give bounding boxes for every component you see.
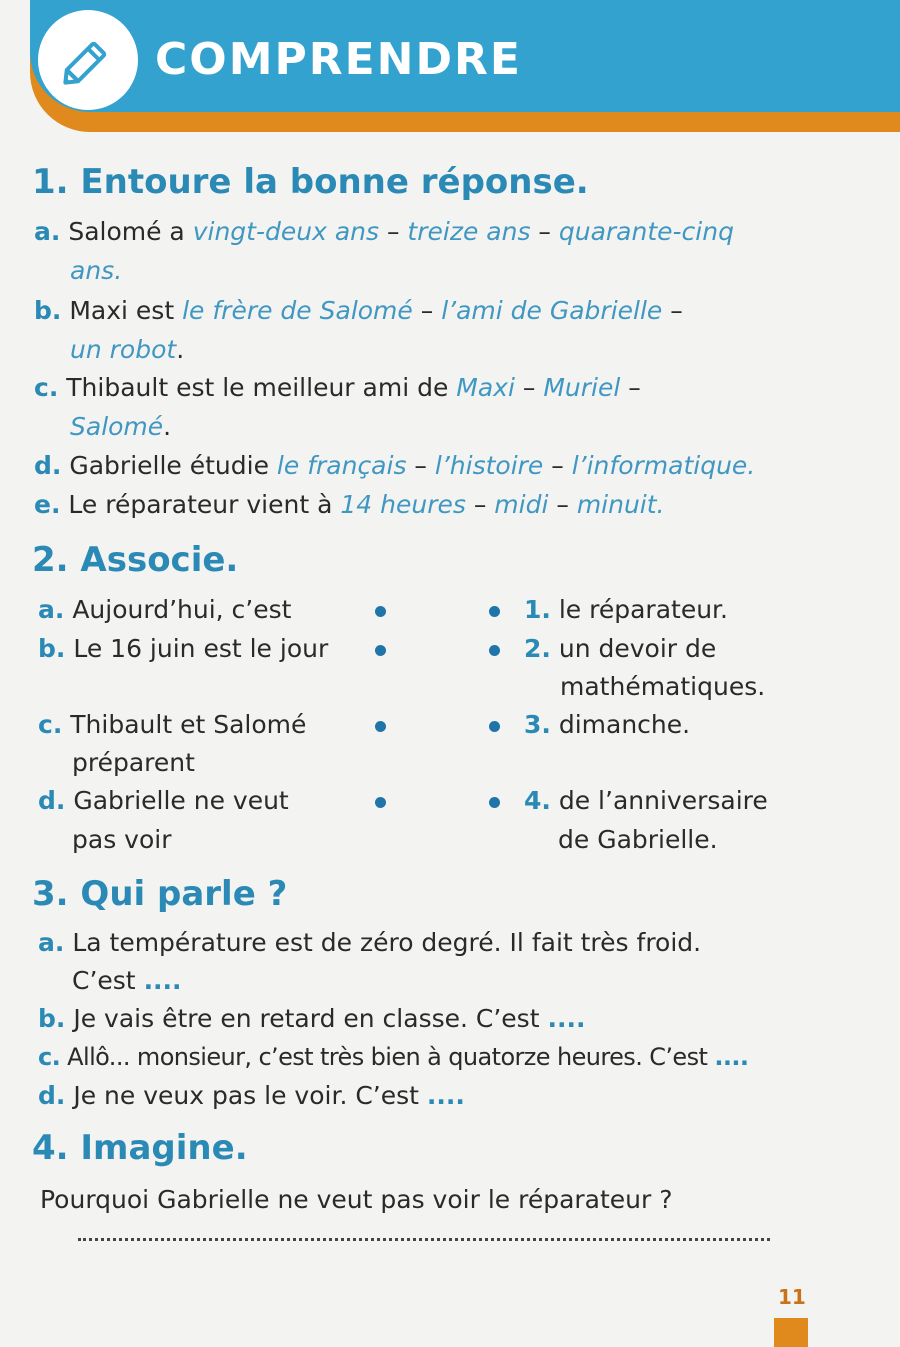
- match-right-4-continued: de Gabrielle.: [558, 825, 718, 854]
- option[interactable]: vingt-deux ans: [192, 217, 380, 246]
- option[interactable]: l’informatique.: [571, 451, 756, 480]
- question-1d: d. Gabrielle étudie le français – l’histoire – l’informatique.: [34, 451, 756, 480]
- option[interactable]: Muriel: [543, 373, 621, 402]
- match-right-2-continued: mathématiques.: [560, 672, 766, 701]
- match-left-c-continued: préparent: [72, 748, 195, 777]
- answer-line[interactable]: [78, 1238, 770, 1241]
- section-4-title: 4. Imagine.: [32, 1128, 248, 1168]
- option[interactable]: Salomé: [70, 412, 164, 441]
- section-1-title: 1. Entoure la bonne réponse.: [32, 162, 589, 202]
- option[interactable]: quarante-cinq: [558, 217, 734, 246]
- match-left-b: b. Le 16 juin est le jour: [38, 634, 329, 663]
- match-right-4: 4. de l’anniversaire: [524, 786, 768, 815]
- section-3-title: 3. Qui parle ?: [32, 874, 288, 914]
- question-3c: c. Allô... monsieur, c’est très bien à quatorze heures. C’est ....: [38, 1043, 749, 1071]
- match-right-3: 3. dimanche.: [524, 710, 691, 739]
- question-1b: b. Maxi est le frère de Salomé – l’ami de Gabrielle –: [34, 296, 683, 325]
- option[interactable]: le français: [276, 451, 407, 480]
- question-1b-continued: un robot.: [70, 335, 185, 364]
- header-icon-badge: [38, 10, 138, 110]
- answer-blank[interactable]: ....: [426, 1081, 465, 1110]
- question-1a: a. Salomé a vingt-deux ans – treize ans – quarante-cinq: [34, 217, 734, 246]
- match-dot-right-2[interactable]: [489, 645, 500, 656]
- question-4: Pourquoi Gabrielle ne veut pas voir le réparateur ?: [40, 1185, 673, 1214]
- question-1c: c. Thibault est le meilleur ami de Maxi – Muriel –: [34, 373, 641, 402]
- match-dot-left-a[interactable]: [375, 606, 386, 617]
- match-left-c: c. Thibault et Salomé: [38, 710, 307, 739]
- page-tab: [774, 1318, 808, 1347]
- option[interactable]: le frère de Salomé: [182, 296, 413, 325]
- question-3d: d. Je ne veux pas le voir. C’est ....: [38, 1081, 465, 1110]
- pencil-icon: [56, 28, 120, 92]
- option[interactable]: 14 heures: [340, 490, 466, 519]
- section-2-title: 2. Associe.: [32, 540, 239, 580]
- answer-blank[interactable]: ....: [143, 966, 182, 995]
- match-dot-right-4[interactable]: [489, 797, 500, 808]
- match-left-a: a. Aujourd’hui, c’est: [38, 595, 292, 624]
- option[interactable]: l’histoire: [434, 451, 544, 480]
- question-3b: b. Je vais être en retard en classe. C’est ....: [38, 1004, 586, 1033]
- question-1e: e. Le réparateur vient à 14 heures – midi – minuit.: [34, 490, 665, 519]
- match-dot-left-b[interactable]: [375, 645, 386, 656]
- answer-blank[interactable]: ....: [714, 1043, 749, 1071]
- option[interactable]: un robot: [70, 335, 177, 364]
- option[interactable]: l’ami de Gabrielle: [441, 296, 663, 325]
- option[interactable]: minuit.: [576, 490, 665, 519]
- option[interactable]: midi: [494, 490, 549, 519]
- question-3a: a. La température est de zéro degré. Il fait très froid.: [38, 928, 702, 957]
- page-number: 11: [778, 1285, 806, 1309]
- question-3a-continued: C’est ....: [72, 966, 182, 995]
- page-title: COMPRENDRE: [155, 34, 522, 85]
- match-right-2: 2. un devoir de: [524, 634, 717, 663]
- match-right-1: 1. le réparateur.: [524, 595, 728, 624]
- answer-blank[interactable]: ....: [547, 1004, 586, 1033]
- match-dot-left-d[interactable]: [375, 797, 386, 808]
- option[interactable]: Maxi: [456, 373, 515, 402]
- question-1a-continued[interactable]: ans.: [70, 256, 123, 285]
- match-left-d-continued: pas voir: [72, 825, 172, 854]
- match-dot-left-c[interactable]: [375, 721, 386, 732]
- match-dot-right-3[interactable]: [489, 721, 500, 732]
- match-dot-right-1[interactable]: [489, 606, 500, 617]
- match-left-d: d. Gabrielle ne veut: [38, 786, 289, 815]
- question-1c-continued: Salomé.: [70, 412, 172, 441]
- option[interactable]: treize ans: [407, 217, 531, 246]
